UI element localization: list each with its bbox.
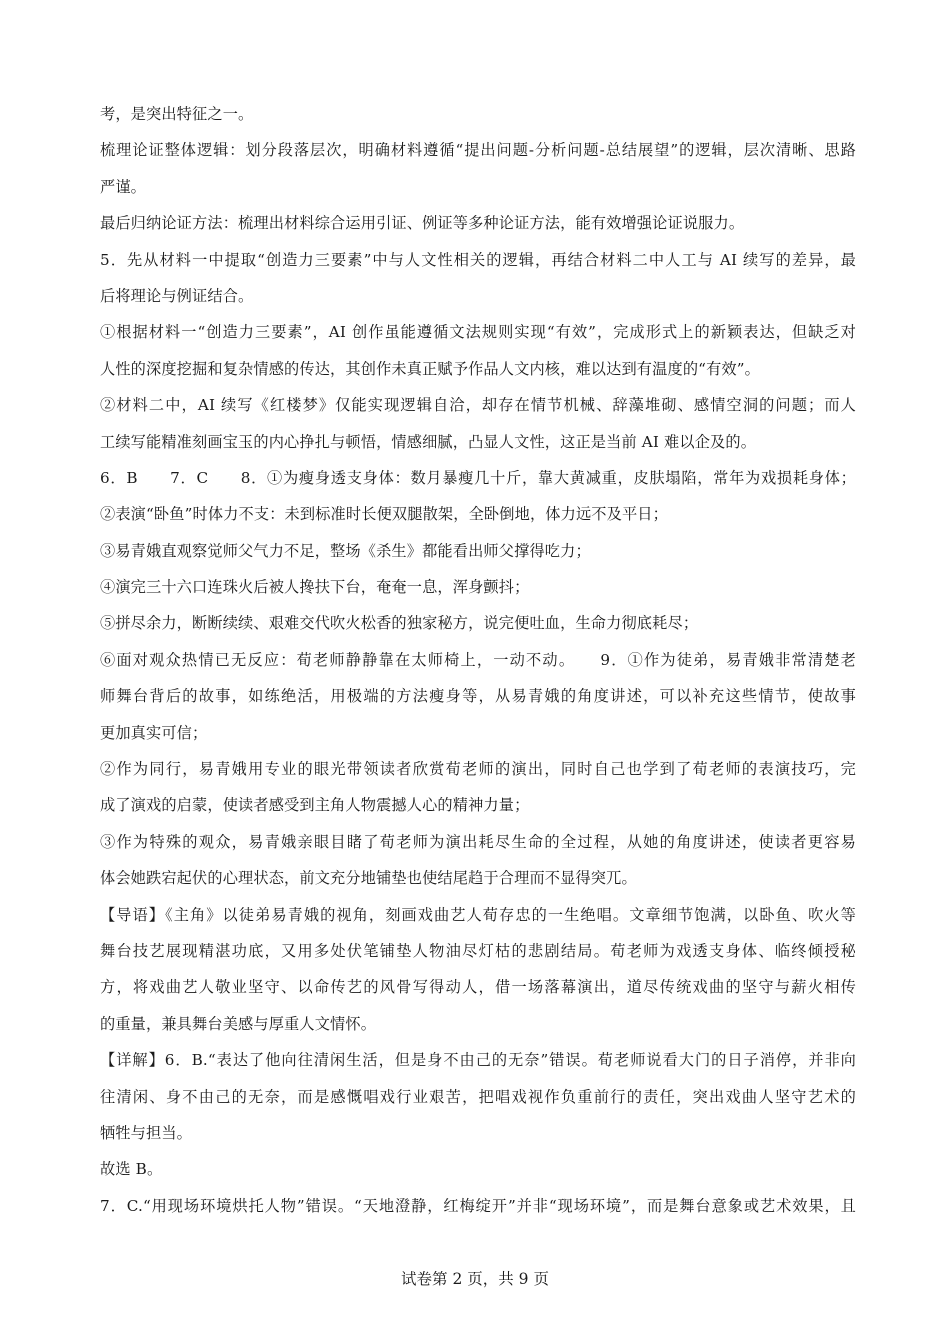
text-line: ①根据材料一“创造力三要素”，AI 创作虽能遵循文法规则实现“有效”，完成形式上的新颖表达，但缺乏对 (100, 323, 856, 342)
text-line: 【导语】《主角》以徒弟易青娥的视角，刻画戏曲艺人荀存忠的一生绝唱。文章细节饱满，以卧鱼、吹火等 (100, 905, 856, 924)
text-line: ②表演“卧鱼”时体力不支：未到标准时长便双腿散架，全卧倒地，体力远不及平日； (100, 505, 668, 524)
text-line: 后将理论与例证结合。 (100, 286, 254, 305)
page-footer: 试卷第 2 页，共 9 页 (401, 1270, 549, 1288)
text-line: 方，将戏曲艺人敬业坚守、以命传艺的风骨写得动人，借一场落幕演出，道尽传统戏曲的坚守与薪火相传 (100, 978, 856, 997)
text-line: 师舞台背后的故事，如练绝活，用极端的方法瘦身等，从易青娥的角度讲述，可以补充这些情节，使故事 (100, 687, 856, 706)
text-line: ④演完三十六口连珠火后被人搀扶下台，奄奄一息，浑身颤抖； (100, 578, 530, 597)
text-line: 严谨。 (100, 177, 147, 196)
text-line: ⑥面对观众热情已无反应：荀老师静静靠在太师椅上，一动不动。 9．①作为徒弟，易青娥非常清楚老 (100, 650, 856, 669)
text-line: ⑤拼尽余力，断断续续、艰难交代吹火松香的独家秘方，说完便吐血，生命力彻底耗尽； (100, 614, 699, 633)
text-line: 考，是突出特征之一。 (100, 105, 254, 123)
text-line: ②材料二中，AI 续写《红楼梦》仅能实现逻辑自洽，却存在情节机械、辞藻堆砌、感情空洞的问题；而人 (100, 396, 856, 415)
text-line: 【详解】6．B.“表达了他向往清闲生活，但是身不由己的无奈”错误。荀老师说看大门的日子消停，并非向 (100, 1051, 856, 1070)
text-line: 6．B 7．C 8．①为瘦身透支身体：数月暴瘦几十斤，靠大黄减重，皮肤塌陷，常年为戏损耗身体； (100, 468, 856, 487)
text-line: 往清闲、身不由己的无奈，而是感慨唱戏行业艰苦，把唱戏视作负重前行的责任，突出戏曲人坚守艺术的 (100, 1087, 856, 1106)
text-line: 5．先从材料一中提取“创造力三要素”中与人文性相关的逻辑，再结合材料二中人工与 AI 续写的差异，最 (100, 250, 856, 269)
answer-text-body (100, 96, 856, 1224)
text-line: 舞台技艺展现精湛功底，又用多处伏笔铺垫人物油尽灯枯的悲剧结局。荀老师为戏透支身体、临终倾授秘 (100, 941, 856, 960)
text-line: 体会她跌宕起伏的心理状态，前文充分地铺垫也使结尾趋于合理而不显得突兀。 (100, 869, 637, 888)
text-line: ②作为同行，易青娥用专业的眼光带领读者欣赏荀老师的演出，同时自己也学到了荀老师的表演技巧，完 (100, 760, 856, 779)
text-line: 7．C.“用现场环境烘托人物”错误。“天地澄静，红梅绽开”并非“现场环境”，而是舞台意象或艺术效果，且 (100, 1196, 856, 1215)
text-line: 人性的深度挖掘和复杂情感的传达，其创作未真正赋予作品人文内核，难以达到有温度的“有效”。 (100, 359, 761, 378)
text-line: 最后归纳论证方法：梳理出材料综合运用引证、例证等多种论证方法，能有效增强论证说服力。 (100, 214, 745, 233)
text-line: ③易青娥直观察觉师父气力不足，整场《杀生》都能看出师父撑得吃力； (100, 541, 591, 560)
text-line: 的重量，兼具舞台美感与厚重人文情怀。 (100, 1014, 377, 1033)
text-line: 梳理论证整体逻辑：划分段落层次，明确材料遵循“提出问题-分析问题-总结展望”的逻辑，层次清晰、思路 (100, 141, 856, 160)
text-line: 更加真实可信； (100, 723, 208, 742)
text-line: 故选 B。 (100, 1160, 163, 1179)
text-line: ③作为特殊的观众，易青娥亲眼目睹了荀老师为演出耗尽生命的全过程，从她的角度讲述，使读者更容易 (100, 832, 856, 851)
text-line: 成了演戏的启蒙，使读者感受到主角人物震撼人心的精神力量； (100, 796, 530, 815)
text-line: 牺牲与担当。 (100, 1123, 193, 1142)
text-line: 工续写能精准刻画宝玉的内心挣扎与顿悟，情感细腻，凸显人文性，这正是当前 AI 难以企及的。 (100, 432, 757, 451)
